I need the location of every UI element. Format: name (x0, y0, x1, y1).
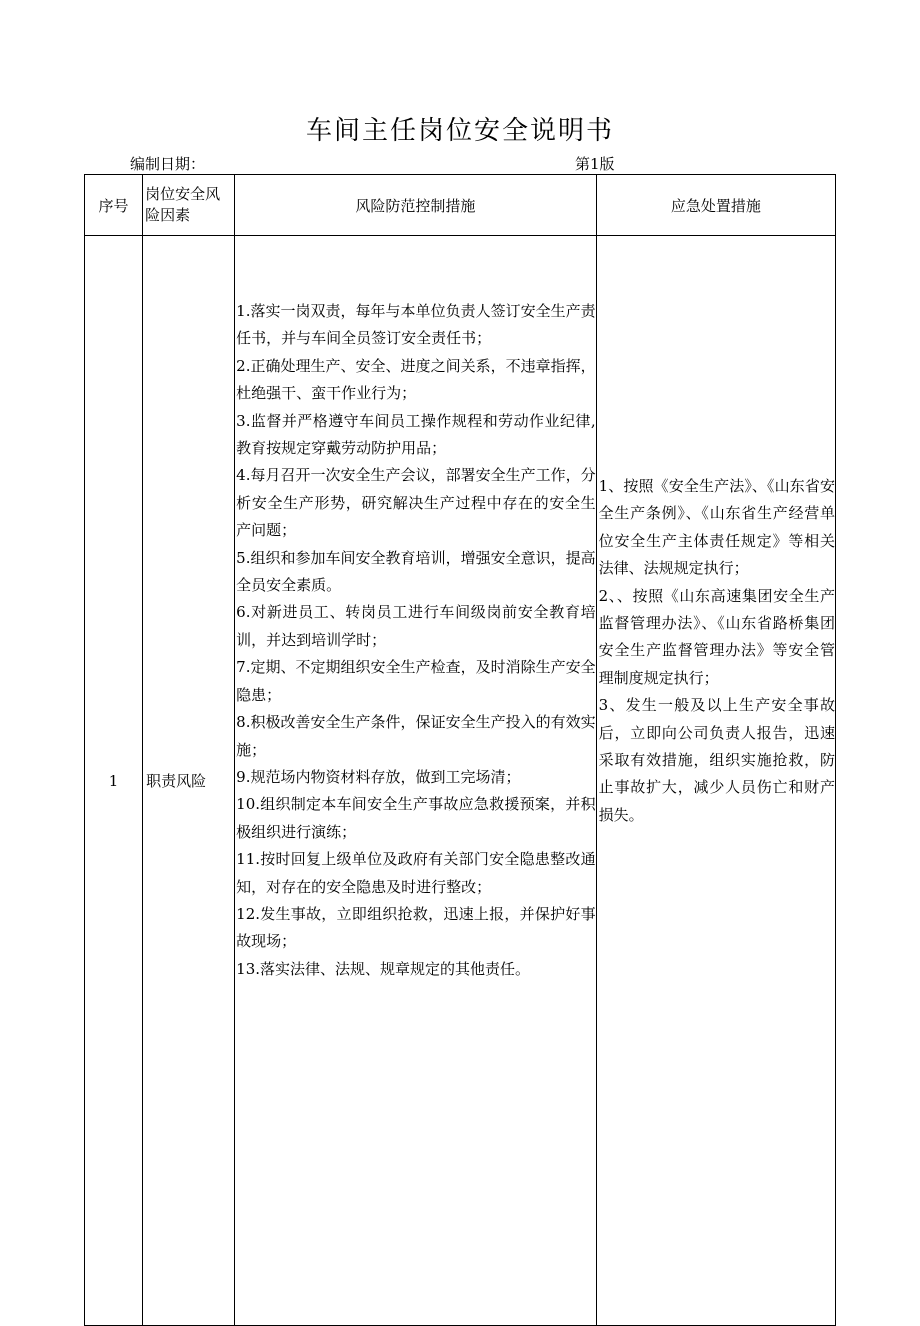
compile-date-label: 编制日期： (130, 155, 206, 173)
header-emergency-measures: 应急处置措施 (596, 175, 835, 236)
header-risk-factor: 岗位安全风险因素 (143, 175, 235, 236)
emergency-measures-cell (596, 236, 835, 1326)
emergency-measure-item: 3、发生一般及以上生产安全事故后，立即向公司负责人报告，迅速采取有效措施，组织实施抢救，防止事故扩大，减少人员伤亡和财产损失。 (598, 696, 835, 824)
table-row (85, 236, 836, 1326)
document-title: 车间主任岗位安全说明书 (305, 116, 614, 146)
control-measure-item: 1.落实一岗双责，每年与本单位负责人签订安全生产责任书，并与车间全员签订安全责任书； (236, 302, 596, 348)
control-measure-item: 5.组织和参加车间安全教育培训，增强安全意识，提高全员安全素质。 (236, 548, 596, 595)
control-measure-item: 3.监督并严格遵守车间员工操作规程和劳动作业纪律, 教育按规定穿戴劳动防护用品； (236, 411, 596, 458)
control-measure-item: 12.发生事故，立即组织抢救，迅速上报，并保护好事故现场； (236, 904, 596, 951)
control-measure-item: 4.每月召开一次安全生产会议，部署安全生产工作，分析安全生产形势，研究解决生产过程中存在的安全生产问题； (236, 466, 596, 540)
control-measures-cell (235, 236, 596, 1326)
control-measure-item: 11.按时回复上级单位及政府有关部门安全隐患整改通知，对存在的安全隐患及时进行整改； (236, 850, 596, 896)
control-measure-item: 2.正确处理生产、安全、进度之间关系，不违章指挥，杜绝强干、蛮干作业行为； (236, 356, 596, 403)
row-no: 1 (85, 236, 143, 1326)
emergency-measures-list (597, 473, 835, 829)
header-no: 序号 (85, 175, 143, 236)
control-measure-item: 7.定期、不定期组织安全生产检查，及时消除生产安全隐患； (236, 658, 596, 704)
control-measure-item: 8.积极改善安全生产条件，保证安全生产投入的有效实施； (236, 713, 596, 759)
control-measure-item: 9.规范场内物资材料存放，做到工完场清； (236, 767, 521, 786)
row-risk-factor: 职责风险 (143, 236, 235, 1326)
emergency-measure-item: 1、按照《安全生产法》、《山东省安全生产条例》、《山东省生产经营单位安全生产主体责任规定》等相关法律、法规规定执行； (598, 477, 835, 578)
table-header-row (85, 175, 836, 236)
control-measure-item: 13.落实法律、法规、规章规定的其他责任。 (236, 959, 531, 978)
control-measure-item: 10.组织制定本车间安全生产事故应急救援预案，并积极组织进行演练； (236, 795, 596, 841)
version-label: 第1版 (575, 155, 615, 173)
emergency-measure-item: 2、、按照《山东高速集团安全生产监督管理办法》、《山东省路桥集团安全生产监督管理办法》等安全管理制度规定执行； (598, 586, 835, 687)
safety-table (84, 174, 836, 1326)
control-measures-list (235, 298, 595, 983)
control-measure-item: 6.对新进员工、转岗员工进行车间级岗前安全教育培训，并达到培训学时； (236, 603, 596, 649)
header-control-measures: 风险防范控制措施 (235, 175, 596, 236)
